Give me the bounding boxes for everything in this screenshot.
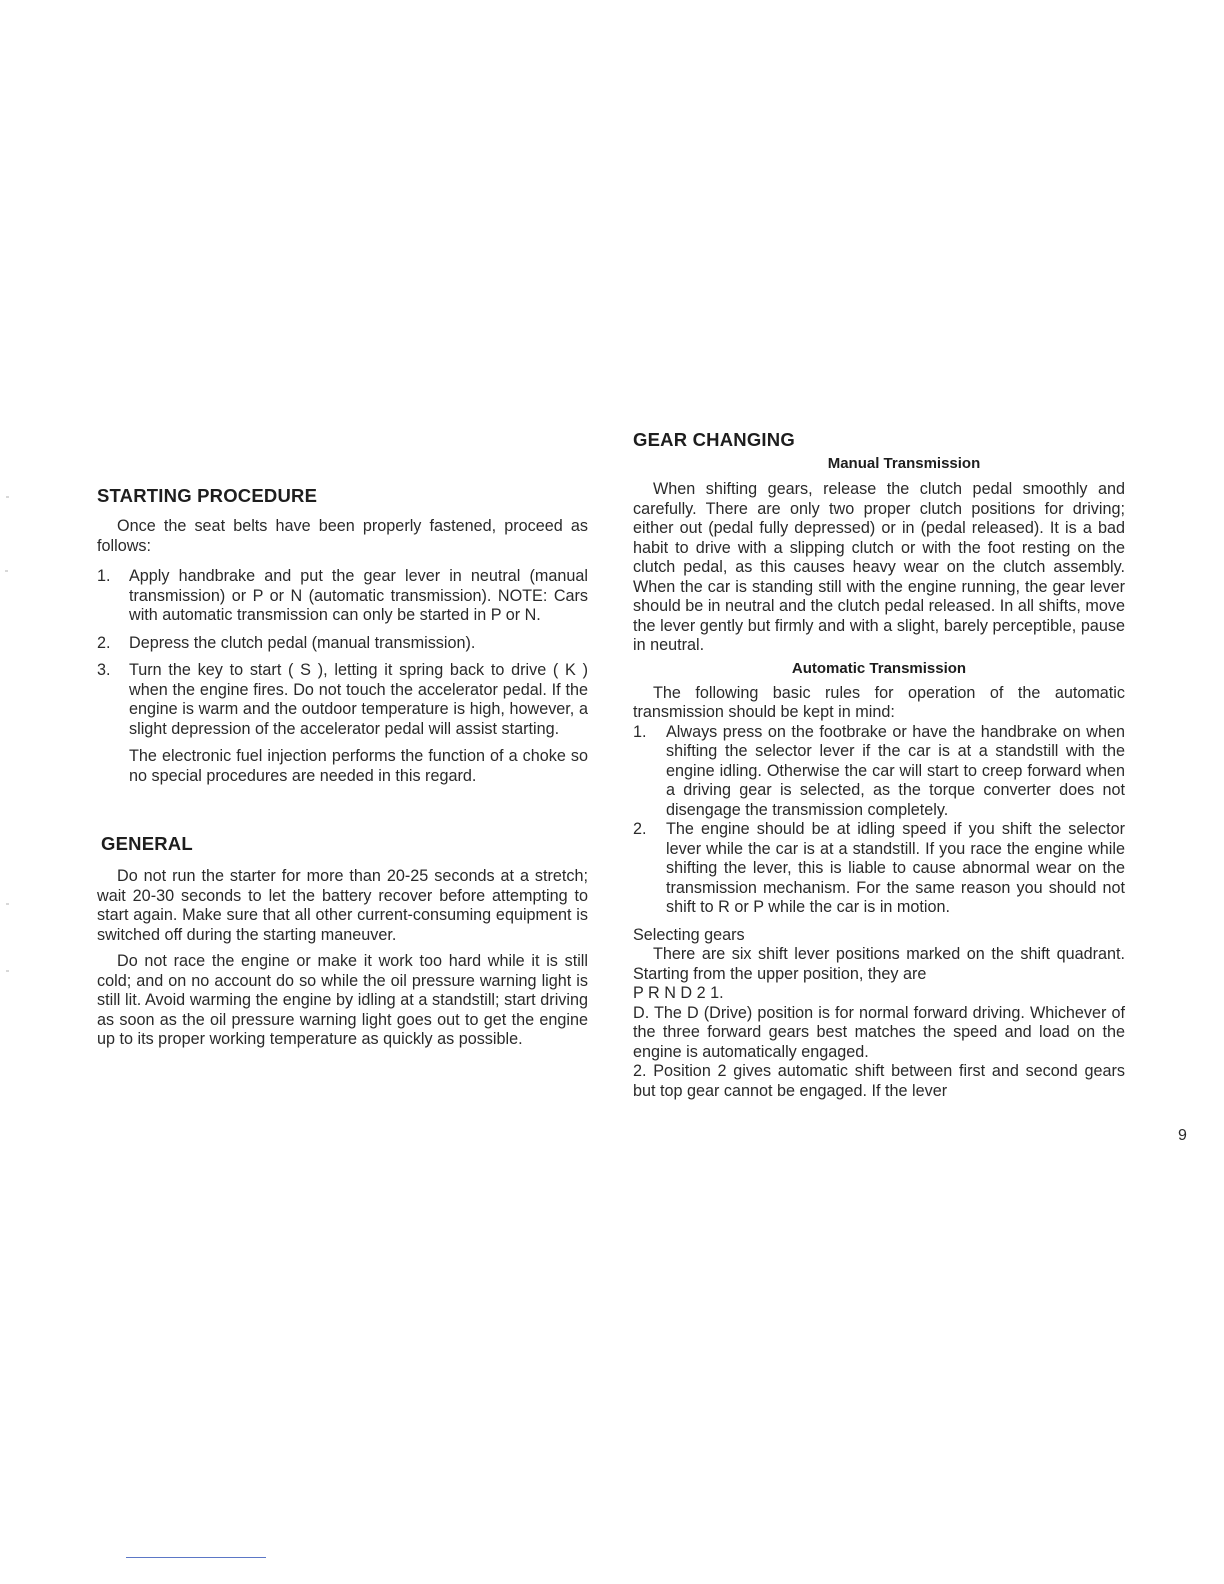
step-number: 1. — [97, 567, 111, 585]
rule-text: Always press on the footbrake or have the handbrake on when shifting the selector lever if the car is at a standstill with the engine idling. Otherwise the car will start to creep forward when a driving gear is selected, as the torque converter does not disengage the transmission completely. — [666, 722, 1125, 819]
fuel-injection-note: The electronic fuel injection performs the function of a choke so no special procedures are needed in this regard. — [129, 747, 588, 785]
position-2-text: 2. Position 2 gives automatic shift between first and second gears but top gear cannot be engaged. If the lever — [633, 1062, 1125, 1100]
step-text: Apply handbrake and put the gear lever in neutral (manual transmission) or P or N (automatic transmission). NOTE: Cars with automatic transmission can only be started in P or N. — [129, 567, 588, 624]
automatic-transmission-subheading: Automatic Transmission — [791, 659, 967, 677]
scan-speck — [6, 970, 9, 972]
selecting-gears-label: Selecting gears — [633, 925, 745, 944]
starting-procedure-heading: STARTING PROCEDURE — [97, 485, 318, 506]
general-paragraph: Do not run the starter for more than 20-25 seconds at a stretch; wait 20-30 seconds to let the battery recover before attempting to start again. Make sure that all other current-consuming equipment is switched off during the starting maneuver. — [97, 867, 588, 944]
step-number: 3. — [97, 661, 111, 679]
starting-step — [97, 567, 588, 626]
rule-number: 1. — [633, 722, 647, 741]
step-number: 2. — [97, 633, 111, 652]
scan-speck — [6, 496, 9, 498]
automatic-rules-list — [633, 723, 1125, 918]
scan-speck — [5, 570, 8, 572]
general-paragraph: Do not race the engine or make it work too hard while it is still cold; and on no account do so while the oil pressure warning light is still lit. Avoid warming the engine by idling at a standstill; start driving as soon as the oil pressure warning light goes out to get the engine up to its proper working temperature as quickly as possible. — [97, 952, 588, 1048]
starting-step — [97, 661, 588, 739]
shift-positions: P R N D 2 1. — [633, 984, 724, 1002]
starting-steps-list — [97, 567, 588, 739]
automatic-rule — [633, 723, 1125, 821]
footer-rule — [126, 1557, 266, 1558]
drive-position-text: D. The D (Drive) position is for normal forward driving. Whichever of the three forward gears best matches the speed and load on the engine is automatically engaged. — [633, 1003, 1125, 1061]
left-column — [97, 484, 588, 1050]
gear-changing-heading: GEAR CHANGING — [633, 429, 795, 450]
starting-procedure-intro: Once the seat belts have been properly fastened, proceed as follows: — [97, 517, 588, 555]
page-number: 9 — [1178, 1127, 1187, 1144]
automatic-rule — [633, 820, 1125, 918]
automatic-transmission-intro: The following basic rules for operation of the automatic transmission should be kept in mind: — [633, 683, 1125, 721]
general-heading: GENERAL — [101, 833, 193, 854]
manual-transmission-subheading: Manual Transmission — [827, 455, 981, 472]
rule-text: The engine should be at idling speed if you shift the selector lever while the car is at a standstill. If you race the engine while shifting the lever, this is liable to cause abnormal wear on the transmission mechanism. For the same reason you should not shift to R or P while the car is in motion. — [666, 820, 1125, 916]
step-text: Depress the clutch pedal (manual transmission). — [129, 633, 476, 652]
manual-transmission-text: When shifting gears, release the clutch pedal smoothly and carefully. There are only two proper clutch positions for driving; either out (pedal fully depressed) or in (pedal released). It is a bad habit to drive with a slipping clutch or with the foot resting on the clutch pedal, as this causes heavy wear on the clutch assembly. When the car is standing still with the engine running, the gear lever should be in neutral and the clutch pedal released. In all shifts, move the lever gently but firmly and with a slight, barely perceptible, pause in neutral. — [633, 480, 1125, 654]
rule-number: 2. — [633, 820, 647, 838]
right-column — [633, 428, 1125, 1101]
selecting-gears-intro: There are six shift lever positions marked on the shift quadrant. Starting from the upper position, they are — [633, 945, 1125, 983]
step-text: Turn the key to start ( S ), letting it spring back to drive ( K ) when the engine fires. Do not touch the accelerator pedal. If the engine is warm and the outdoor temperature is high, however, a slight depression of the accelerator pedal will assist starting. — [129, 661, 588, 738]
starting-step — [97, 634, 588, 654]
scan-speck — [6, 903, 9, 905]
